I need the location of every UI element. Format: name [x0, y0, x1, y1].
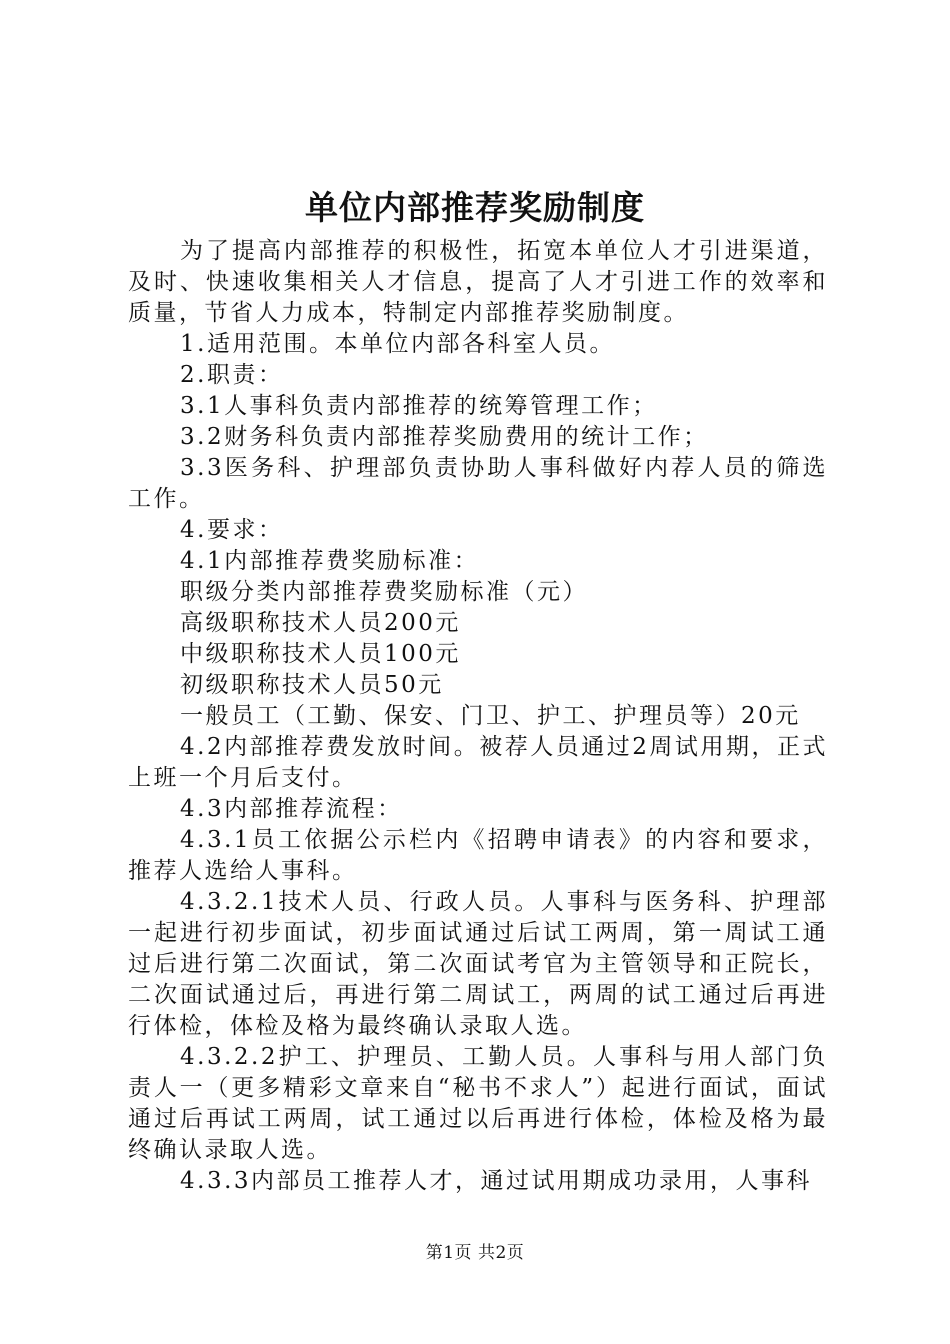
paragraph-scope: 1.适用范围。本单位内部各科室人员。 — [180, 331, 615, 357]
page-number: 第1页 共2页 — [425, 1243, 525, 1263]
paragraph-process-heading: 4.3内部推荐流程： — [180, 796, 403, 822]
paragraph-reward-standard: 4.1内部推荐费奖励标准： — [180, 548, 480, 574]
paragraph-duty-3-2: 3.2财务科负责内部推荐奖励费用的统计工作； — [180, 424, 709, 450]
paragraph-process-4-3-2-1: 4.3.2.1技术人员、行政人员。人事科与医务科、护理部一起进行初步面试，初步面试通过后试工两周，第一周试工通过后进行第二次面试，第二次面试考官为主管领导和正院长，二次面试通过后，再进行第二周试工，两周的试工通过后再进行体检，体检及格为最终确认录取人选。 — [128, 889, 828, 1039]
paragraph-reward-junior: 初级职称技术人员50元 — [180, 672, 444, 698]
paragraph-intro: 为了提高内部推荐的积极性，拓宽本单位人才引进渠道，及时、快速收集相关人才信息，提高了人才引进工作的效率和质量，节省人力成本，特制定内部推荐奖励制度。 — [128, 238, 828, 326]
paragraph-reward-table-header: 职级分类内部推荐费奖励标准（元） — [180, 579, 588, 605]
paragraph-duty-3-1: 3.1人事科负责内部推荐的统筹管理工作； — [180, 393, 658, 419]
paragraph-duties-heading: 2.职责： — [180, 362, 284, 388]
paragraph-process-4-3-2-2: 4.3.2.2护工、护理员、工勤人员。人事科与用人部门负责人一（更多精彩文章来自“秘书不求人”）起进行面试，面试通过后再试工两周，试工通过以后再进行体检，体检及格为最终确认录取人选。 — [128, 1044, 828, 1163]
paragraph-reward-senior: 高级职称技术人员200元 — [180, 610, 461, 636]
paragraph-duty-3-3: 3.3医务科、护理部负责协助人事科做好内荐人员的筛选工作。 — [128, 455, 828, 512]
paragraph-reward-general: 一般员工（工勤、保安、门卫、护工、护理员等）20元 — [180, 703, 801, 729]
document-title: 单位内部推荐奖励制度 — [305, 188, 645, 227]
paragraph-requirements-heading: 4.要求： — [180, 517, 284, 543]
paragraph-payment-time: 4.2内部推荐费发放时间。被荐人员通过2周试用期，正式上班一个月后支付。 — [128, 734, 828, 791]
paragraph-reward-intermediate: 中级职称技术人员100元 — [180, 641, 461, 667]
paragraph-process-4-3-1: 4.3.1员工依据公示栏内《招聘申请表》的内容和要求，推荐人选给人事科。 — [128, 827, 828, 884]
paragraph-process-4-3-3: 4.3.3内部员工推荐人才，通过试用期成功录用，人事科 — [180, 1168, 813, 1194]
document-body — [128, 236, 828, 1197]
